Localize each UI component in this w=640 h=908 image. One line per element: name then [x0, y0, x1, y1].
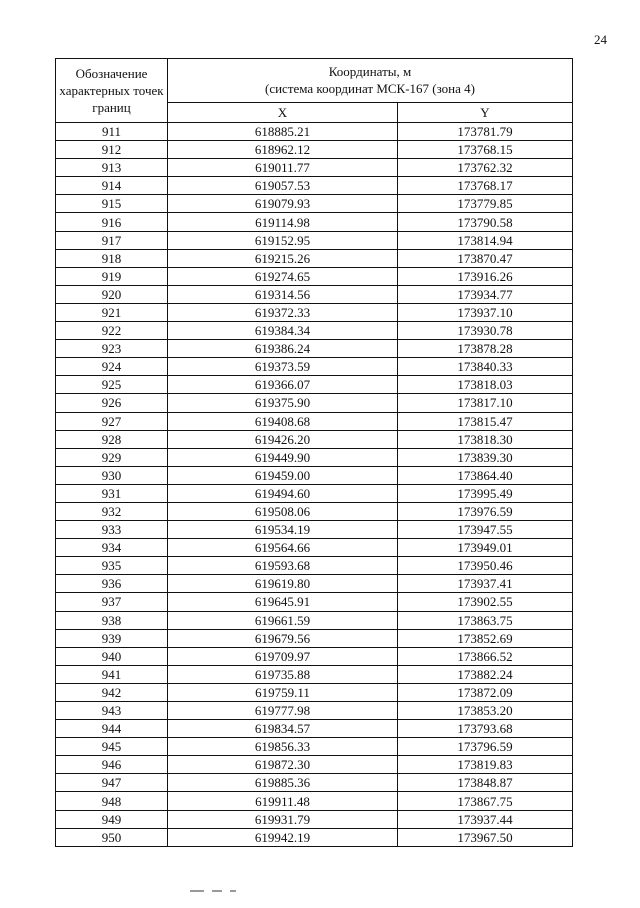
y-coordinate-cell: 173796.59	[398, 738, 573, 756]
y-coordinate-cell: 173781.79	[398, 123, 573, 141]
x-coordinate-cell: 619856.33	[168, 738, 398, 756]
x-coordinate-cell: 619564.66	[168, 539, 398, 557]
table-row	[56, 141, 573, 159]
table-row	[56, 340, 573, 358]
point-id-cell: 948	[56, 792, 168, 810]
table-row	[56, 267, 573, 285]
x-coordinate-cell: 619372.33	[168, 303, 398, 321]
y-coordinate-cell: 173866.52	[398, 647, 573, 665]
scan-artifact	[190, 890, 260, 894]
y-coordinate-cell: 173819.83	[398, 756, 573, 774]
x-coordinate-cell: 619366.07	[168, 376, 398, 394]
y-coordinate-cell: 173976.59	[398, 502, 573, 520]
table-row	[56, 123, 573, 141]
x-coordinate-cell: 619057.53	[168, 177, 398, 195]
table-row	[56, 358, 573, 376]
point-id-cell: 932	[56, 502, 168, 520]
point-id-cell: 934	[56, 539, 168, 557]
point-id-cell: 913	[56, 159, 168, 177]
x-coordinate-cell: 619885.36	[168, 774, 398, 792]
table-row	[56, 738, 573, 756]
y-coordinate-cell: 173947.55	[398, 521, 573, 539]
x-coordinate-cell: 619777.98	[168, 702, 398, 720]
table-row	[56, 539, 573, 557]
table-row	[56, 629, 573, 647]
table-row	[56, 828, 573, 846]
point-id-cell: 924	[56, 358, 168, 376]
table-row	[56, 412, 573, 430]
table-row	[56, 231, 573, 249]
x-coordinate-cell: 619384.34	[168, 322, 398, 340]
point-id-cell: 946	[56, 756, 168, 774]
table-row	[56, 502, 573, 520]
header-coordinates-title: Координаты, м	[328, 64, 412, 80]
y-coordinate-cell: 173779.85	[398, 195, 573, 213]
x-coordinate-cell: 619709.97	[168, 647, 398, 665]
point-id-cell: 937	[56, 593, 168, 611]
table-row	[56, 774, 573, 792]
y-coordinate-cell: 173867.75	[398, 792, 573, 810]
x-coordinate-cell: 619079.93	[168, 195, 398, 213]
table-row	[56, 810, 573, 828]
point-id-cell: 916	[56, 213, 168, 231]
point-id-cell: 931	[56, 484, 168, 502]
point-id-cell: 944	[56, 720, 168, 738]
y-coordinate-cell: 173848.87	[398, 774, 573, 792]
point-id-cell: 933	[56, 521, 168, 539]
y-coordinate-cell: 173950.46	[398, 557, 573, 575]
point-id-cell: 945	[56, 738, 168, 756]
point-id-cell: 942	[56, 683, 168, 701]
y-coordinate-cell: 173967.50	[398, 828, 573, 846]
x-coordinate-cell: 619759.11	[168, 683, 398, 701]
header-point-designation: Обозначение характерных точек границ	[56, 59, 168, 123]
y-coordinate-cell: 173762.32	[398, 159, 573, 177]
y-coordinate-cell: 173995.49	[398, 484, 573, 502]
x-coordinate-cell: 619408.68	[168, 412, 398, 430]
table-row	[56, 394, 573, 412]
y-coordinate-cell: 173793.68	[398, 720, 573, 738]
y-coordinate-cell: 173818.03	[398, 376, 573, 394]
point-id-cell: 911	[56, 123, 168, 141]
x-coordinate-cell: 619373.59	[168, 358, 398, 376]
table-body	[56, 123, 573, 847]
point-id-cell: 914	[56, 177, 168, 195]
point-id-cell: 922	[56, 322, 168, 340]
x-coordinate-cell: 619735.88	[168, 665, 398, 683]
y-coordinate-cell: 173937.10	[398, 303, 573, 321]
y-coordinate-cell: 173872.09	[398, 683, 573, 701]
x-coordinate-cell: 619274.65	[168, 267, 398, 285]
x-coordinate-cell: 619834.57	[168, 720, 398, 738]
point-id-cell: 947	[56, 774, 168, 792]
table-row	[56, 683, 573, 701]
header-y: Y	[398, 102, 573, 122]
table-row	[56, 647, 573, 665]
point-id-cell: 917	[56, 231, 168, 249]
x-coordinate-cell: 619152.95	[168, 231, 398, 249]
x-coordinate-cell: 619593.68	[168, 557, 398, 575]
table-row	[56, 593, 573, 611]
x-coordinate-cell: 619426.20	[168, 430, 398, 448]
point-id-cell: 936	[56, 575, 168, 593]
table-row	[56, 213, 573, 231]
y-coordinate-cell: 173934.77	[398, 285, 573, 303]
table-row	[56, 195, 573, 213]
x-coordinate-cell: 619459.00	[168, 466, 398, 484]
table-row	[56, 322, 573, 340]
table-row	[56, 448, 573, 466]
header-x: X	[168, 102, 398, 122]
point-id-cell: 950	[56, 828, 168, 846]
header-coordinates	[168, 59, 573, 103]
x-coordinate-cell: 619449.90	[168, 448, 398, 466]
table-row	[56, 557, 573, 575]
y-coordinate-cell: 173930.78	[398, 322, 573, 340]
point-id-cell: 941	[56, 665, 168, 683]
x-coordinate-cell: 619375.90	[168, 394, 398, 412]
table-row	[56, 792, 573, 810]
y-coordinate-cell: 173815.47	[398, 412, 573, 430]
y-coordinate-cell: 173870.47	[398, 249, 573, 267]
y-coordinate-cell: 173949.01	[398, 539, 573, 557]
y-coordinate-cell: 173916.26	[398, 267, 573, 285]
point-id-cell: 927	[56, 412, 168, 430]
y-coordinate-cell: 173840.33	[398, 358, 573, 376]
y-coordinate-cell: 173817.10	[398, 394, 573, 412]
table-row	[56, 249, 573, 267]
x-coordinate-cell: 619494.60	[168, 484, 398, 502]
y-coordinate-cell: 173902.55	[398, 593, 573, 611]
x-coordinate-cell: 619215.26	[168, 249, 398, 267]
x-coordinate-cell: 619911.48	[168, 792, 398, 810]
y-coordinate-cell: 173878.28	[398, 340, 573, 358]
table-row	[56, 177, 573, 195]
point-id-cell: 912	[56, 141, 168, 159]
x-coordinate-cell: 619679.56	[168, 629, 398, 647]
table-row	[56, 702, 573, 720]
y-coordinate-cell: 173853.20	[398, 702, 573, 720]
point-id-cell: 940	[56, 647, 168, 665]
table-row	[56, 159, 573, 177]
y-coordinate-cell: 173839.30	[398, 448, 573, 466]
coordinates-table	[55, 58, 573, 847]
y-coordinate-cell: 173863.75	[398, 611, 573, 629]
point-id-cell: 930	[56, 466, 168, 484]
point-id-cell: 928	[56, 430, 168, 448]
y-coordinate-cell: 173814.94	[398, 231, 573, 249]
table-row	[56, 756, 573, 774]
x-coordinate-cell: 619645.91	[168, 593, 398, 611]
x-coordinate-cell: 619619.80	[168, 575, 398, 593]
x-coordinate-cell: 619661.59	[168, 611, 398, 629]
x-coordinate-cell: 618962.12	[168, 141, 398, 159]
y-coordinate-cell: 173852.69	[398, 629, 573, 647]
point-id-cell: 938	[56, 611, 168, 629]
point-id-cell: 925	[56, 376, 168, 394]
table-row	[56, 376, 573, 394]
x-coordinate-cell: 618885.21	[168, 123, 398, 141]
x-coordinate-cell: 619386.24	[168, 340, 398, 358]
table-row	[56, 430, 573, 448]
x-coordinate-cell: 619508.06	[168, 502, 398, 520]
point-id-cell: 918	[56, 249, 168, 267]
table-row	[56, 466, 573, 484]
y-coordinate-cell: 173882.24	[398, 665, 573, 683]
x-coordinate-cell: 619011.77	[168, 159, 398, 177]
table-row	[56, 285, 573, 303]
table-row	[56, 611, 573, 629]
point-id-cell: 935	[56, 557, 168, 575]
point-id-cell: 921	[56, 303, 168, 321]
x-coordinate-cell: 619314.56	[168, 285, 398, 303]
point-id-cell: 943	[56, 702, 168, 720]
point-id-cell: 939	[56, 629, 168, 647]
y-coordinate-cell: 173864.40	[398, 466, 573, 484]
point-id-cell: 915	[56, 195, 168, 213]
x-coordinate-cell: 619872.30	[168, 756, 398, 774]
point-id-cell: 923	[56, 340, 168, 358]
y-coordinate-cell: 173937.41	[398, 575, 573, 593]
point-id-cell: 949	[56, 810, 168, 828]
table-row	[56, 665, 573, 683]
x-coordinate-cell: 619114.98	[168, 213, 398, 231]
x-coordinate-cell: 619534.19	[168, 521, 398, 539]
table-row	[56, 720, 573, 738]
y-coordinate-cell: 173768.15	[398, 141, 573, 159]
point-id-cell: 929	[56, 448, 168, 466]
table-row	[56, 484, 573, 502]
point-id-cell: 919	[56, 267, 168, 285]
y-coordinate-cell: 173790.58	[398, 213, 573, 231]
y-coordinate-cell: 173937.44	[398, 810, 573, 828]
header-coordinates-system: (система координат МСК-167 (зона 4)	[265, 81, 475, 97]
page-number: 24	[594, 32, 607, 47]
x-coordinate-cell: 619931.79	[168, 810, 398, 828]
y-coordinate-cell: 173818.30	[398, 430, 573, 448]
point-id-cell: 920	[56, 285, 168, 303]
table-row	[56, 521, 573, 539]
y-coordinate-cell: 173768.17	[398, 177, 573, 195]
x-coordinate-cell: 619942.19	[168, 828, 398, 846]
table-row	[56, 575, 573, 593]
table-row	[56, 303, 573, 321]
point-id-cell: 926	[56, 394, 168, 412]
